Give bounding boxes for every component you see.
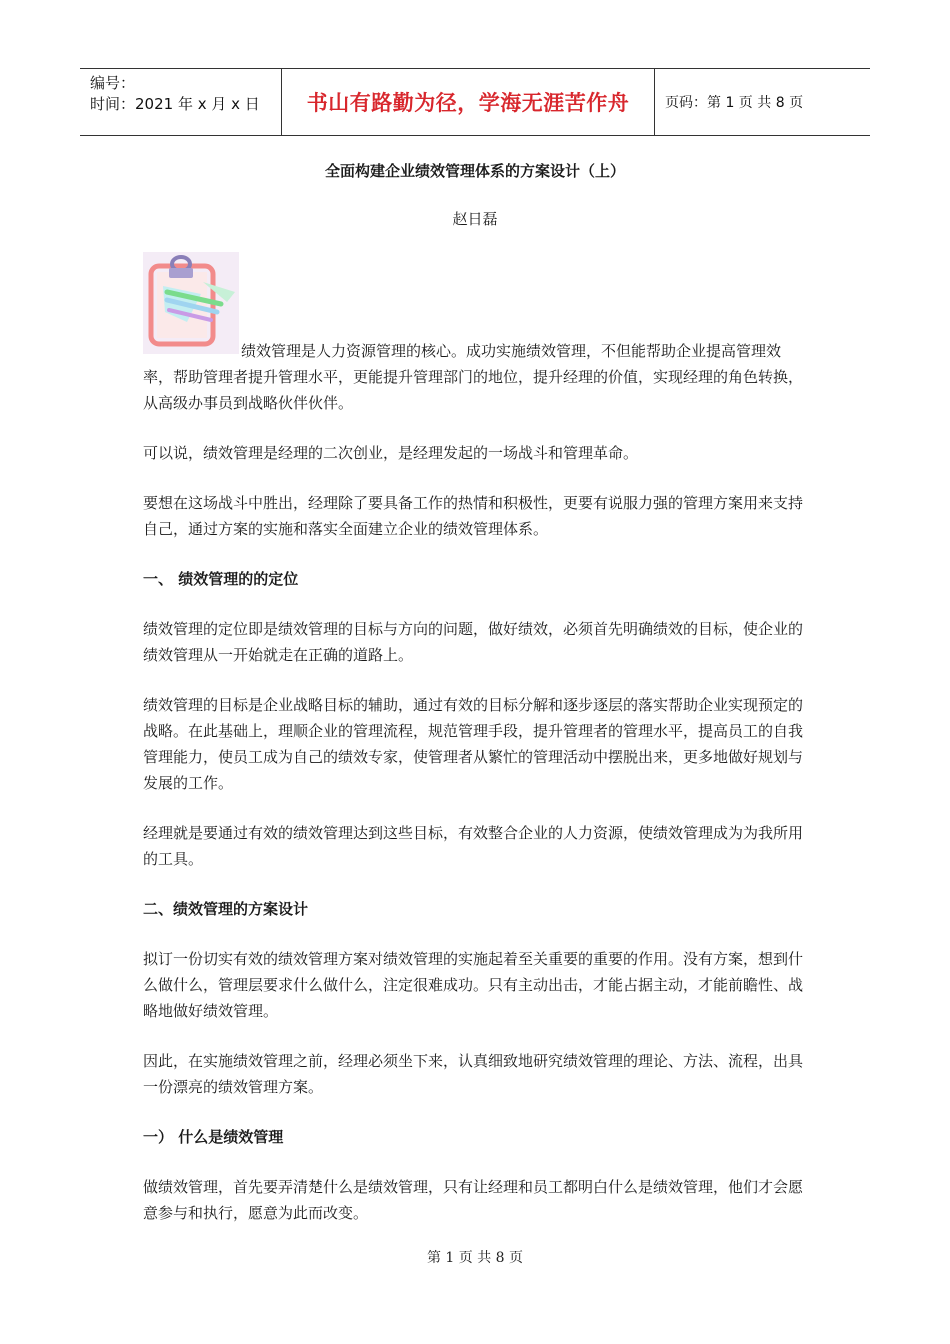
section-heading: 二、绩效管理的方案设计 [143,900,309,918]
document-body [143,338,808,1250]
paragraph: 可以说，绩效管理是经理的二次创业，是经理发起的一场战斗和管理革命。 [143,444,639,462]
paragraph: 绩效管理是人力资源管理的核心。成功实施绩效管理，不但能帮助企业提高管理效率，帮助管理者提升管理水平，更能提升管理部门的地位，提升经理的价值，实现经理的角色转换，从高级办事员到战略伙伴伙伴。 [143,342,804,412]
page-footer: 第 1 页 共 8 页 [426,1250,524,1266]
header-date: 时间：2021 年 x 月 x 日 [90,95,260,113]
paragraph: 做绩效管理，首先要弄清楚什么是绩效管理，只有让经理和员工都明白什么是绩效管理，他们才会愿意参与和执行，愿意为此而改变。 [143,1178,804,1222]
document-author: 赵日磊 [452,210,498,228]
document-header [80,68,870,136]
paragraph: 要想在这场战斗中胜出，经理除了要具备工作的热情和积极性，更要有说服力强的管理方案用来支持自己，通过方案的实施和落实全面建立企业的绩效管理体系。 [143,494,804,538]
paragraph: 绩效管理的定位即是绩效管理的目标与方向的问题，做好绩效，必须首先明确绩效的目标，使企业的绩效管理从一开始就走在正确的道路上。 [143,620,804,664]
paragraph: 因此，在实施绩效管理之前，经理必须坐下来，认真细致地研究绩效管理的理论、方法、流程，出具一份漂亮的绩效管理方案。 [143,1052,804,1096]
header-number-label: 编号： [90,74,136,92]
paragraph: 经理就是要通过有效的绩效管理达到这些目标，有效整合企业的人力资源，使绩效管理成为为我所用的工具。 [143,824,804,868]
header-page-info: 页码：第 1 页 共 8 页 [665,95,804,111]
paragraph: 拟订一份切实有效的绩效管理方案对绩效管理的实施起着至关重要的重要的作用。没有方案，想到什么做什么，管理层要求什么做什么，注定很难成功。只有主动出击，才能占据主动，才能前瞻性、战略地做好绩效管理。 [143,950,804,1020]
document-title: 全面构建企业绩效管理体系的方案设计（上） [324,162,625,180]
paragraph: 绩效管理的目标是企业战略目标的辅助，通过有效的目标分解和逐步逐层的落实帮助企业实现预定的战略。在此基础上，理顺企业的管理流程，规范管理手段，提升管理者的管理水平，提高员工的自我管理能力，使员工成为自己的绩效专家，使管理者从繁忙的管理活动中摆脱出来，更多地做好规划与发展的工作。 [143,696,804,792]
header-meta [80,69,281,135]
section-heading: 一、 绩效管理的的定位 [143,570,299,588]
subsection-heading: 一） 什么是绩效管理 [143,1128,284,1146]
header-motto: 书山有路勤为径，学海无涯苦作舟 [281,69,655,135]
